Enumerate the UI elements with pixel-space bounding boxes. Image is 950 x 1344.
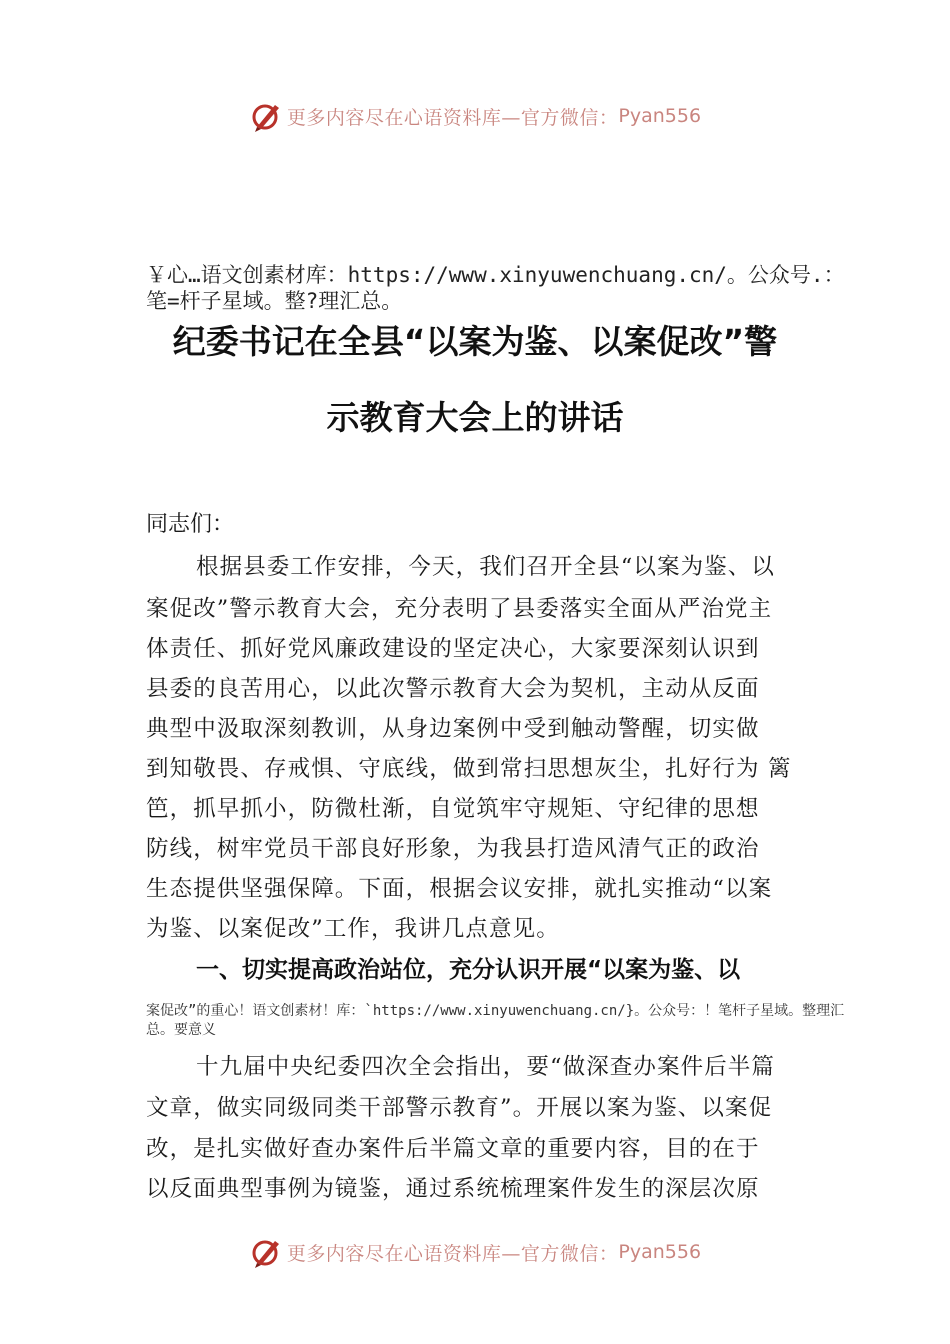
pen-logo-icon (249, 99, 283, 133)
footer-banner (0, 1232, 950, 1272)
paragraph-line: 典型中汲取深刻教训，从身边案例中受到触动警醒，切实做 (146, 716, 760, 742)
paragraph-line: 笆，抓早抓小，防微杜渐，自觉筑牢守规矩、守纪律的思想 (146, 796, 760, 822)
banner-text: 更多内容尽在心语资料库—官方微信： (286, 106, 619, 129)
salutation: 同志们： (146, 512, 235, 537)
section-1-heading: 一、切实提高政治站位，充分认识开展“以案为鉴、以 (196, 957, 741, 983)
header-banner (0, 96, 950, 136)
paragraph-line: 改，是扎实做好查办案件后半篇文章的重要内容，目的在于 (146, 1136, 760, 1162)
banner-text: 更多内容尽在心语资料库—官方微信： (286, 1242, 619, 1265)
document-title-line-1: 纪委书记在全县“以案为鉴、以案促改”警 (172, 322, 778, 361)
paragraph-line: 文章，做实同级同类干部警示教育”。开展以案为鉴、以案促 (146, 1095, 773, 1121)
paragraph-line: 防线，树牢党员干部良好形象，为我县打造风清气正的政治 (146, 836, 760, 862)
paragraph-line: 体责任、抓好党风廉政建设的坚定决心，大家要深刻认识到 (146, 636, 760, 662)
watermark-top: ￥心…语文创素材库：https://www.xinyuwenchuang.cn/。公众号.：笔=杆子星域。整?理汇总。 (146, 263, 845, 313)
paragraph-line: 案促改”警示教育大会，充分表明了县委落实全面从严治党主 (146, 596, 773, 622)
pen-logo-icon (249, 1235, 283, 1269)
paragraph-line: 以反面典型事例为镜鉴，通过系统梳理案件发生的深层次原 (146, 1176, 760, 1202)
banner-wechat-handle: Pyan556 (618, 1241, 702, 1263)
banner-wechat-handle: Pyan556 (618, 105, 702, 127)
paragraph-line: 县委的良苦用心，以此次警示教育大会为契机，主动从反面 (146, 676, 760, 702)
paragraph-line: 根据县委工作安排，今天，我们召开全县“以案为鉴、以 (196, 554, 776, 580)
watermark-inline: 案促改”的重心！语文创素材！库：`https://www.xinyuwenchuang.cn/}。公众号：！笔杆子星域。整理汇总。要意义 (146, 1003, 845, 1038)
paragraph-line: 十九届中央纪委四次全会指出，要“做深查办案件后半篇 (196, 1054, 776, 1080)
paragraph-line: 到知敬畏、存戒惧、守底线，做到常扫思想灰尘，扎好行为 篱 (146, 756, 792, 782)
paragraph-line: 为鉴、以案促改”工作，我讲几点意见。 (146, 916, 560, 942)
document-title-line-2: 示教育大会上的讲话 (326, 398, 624, 437)
paragraph-line: 生态提供坚强保障。下面，根据会议安排，就扎实推动“以案 (146, 876, 773, 902)
